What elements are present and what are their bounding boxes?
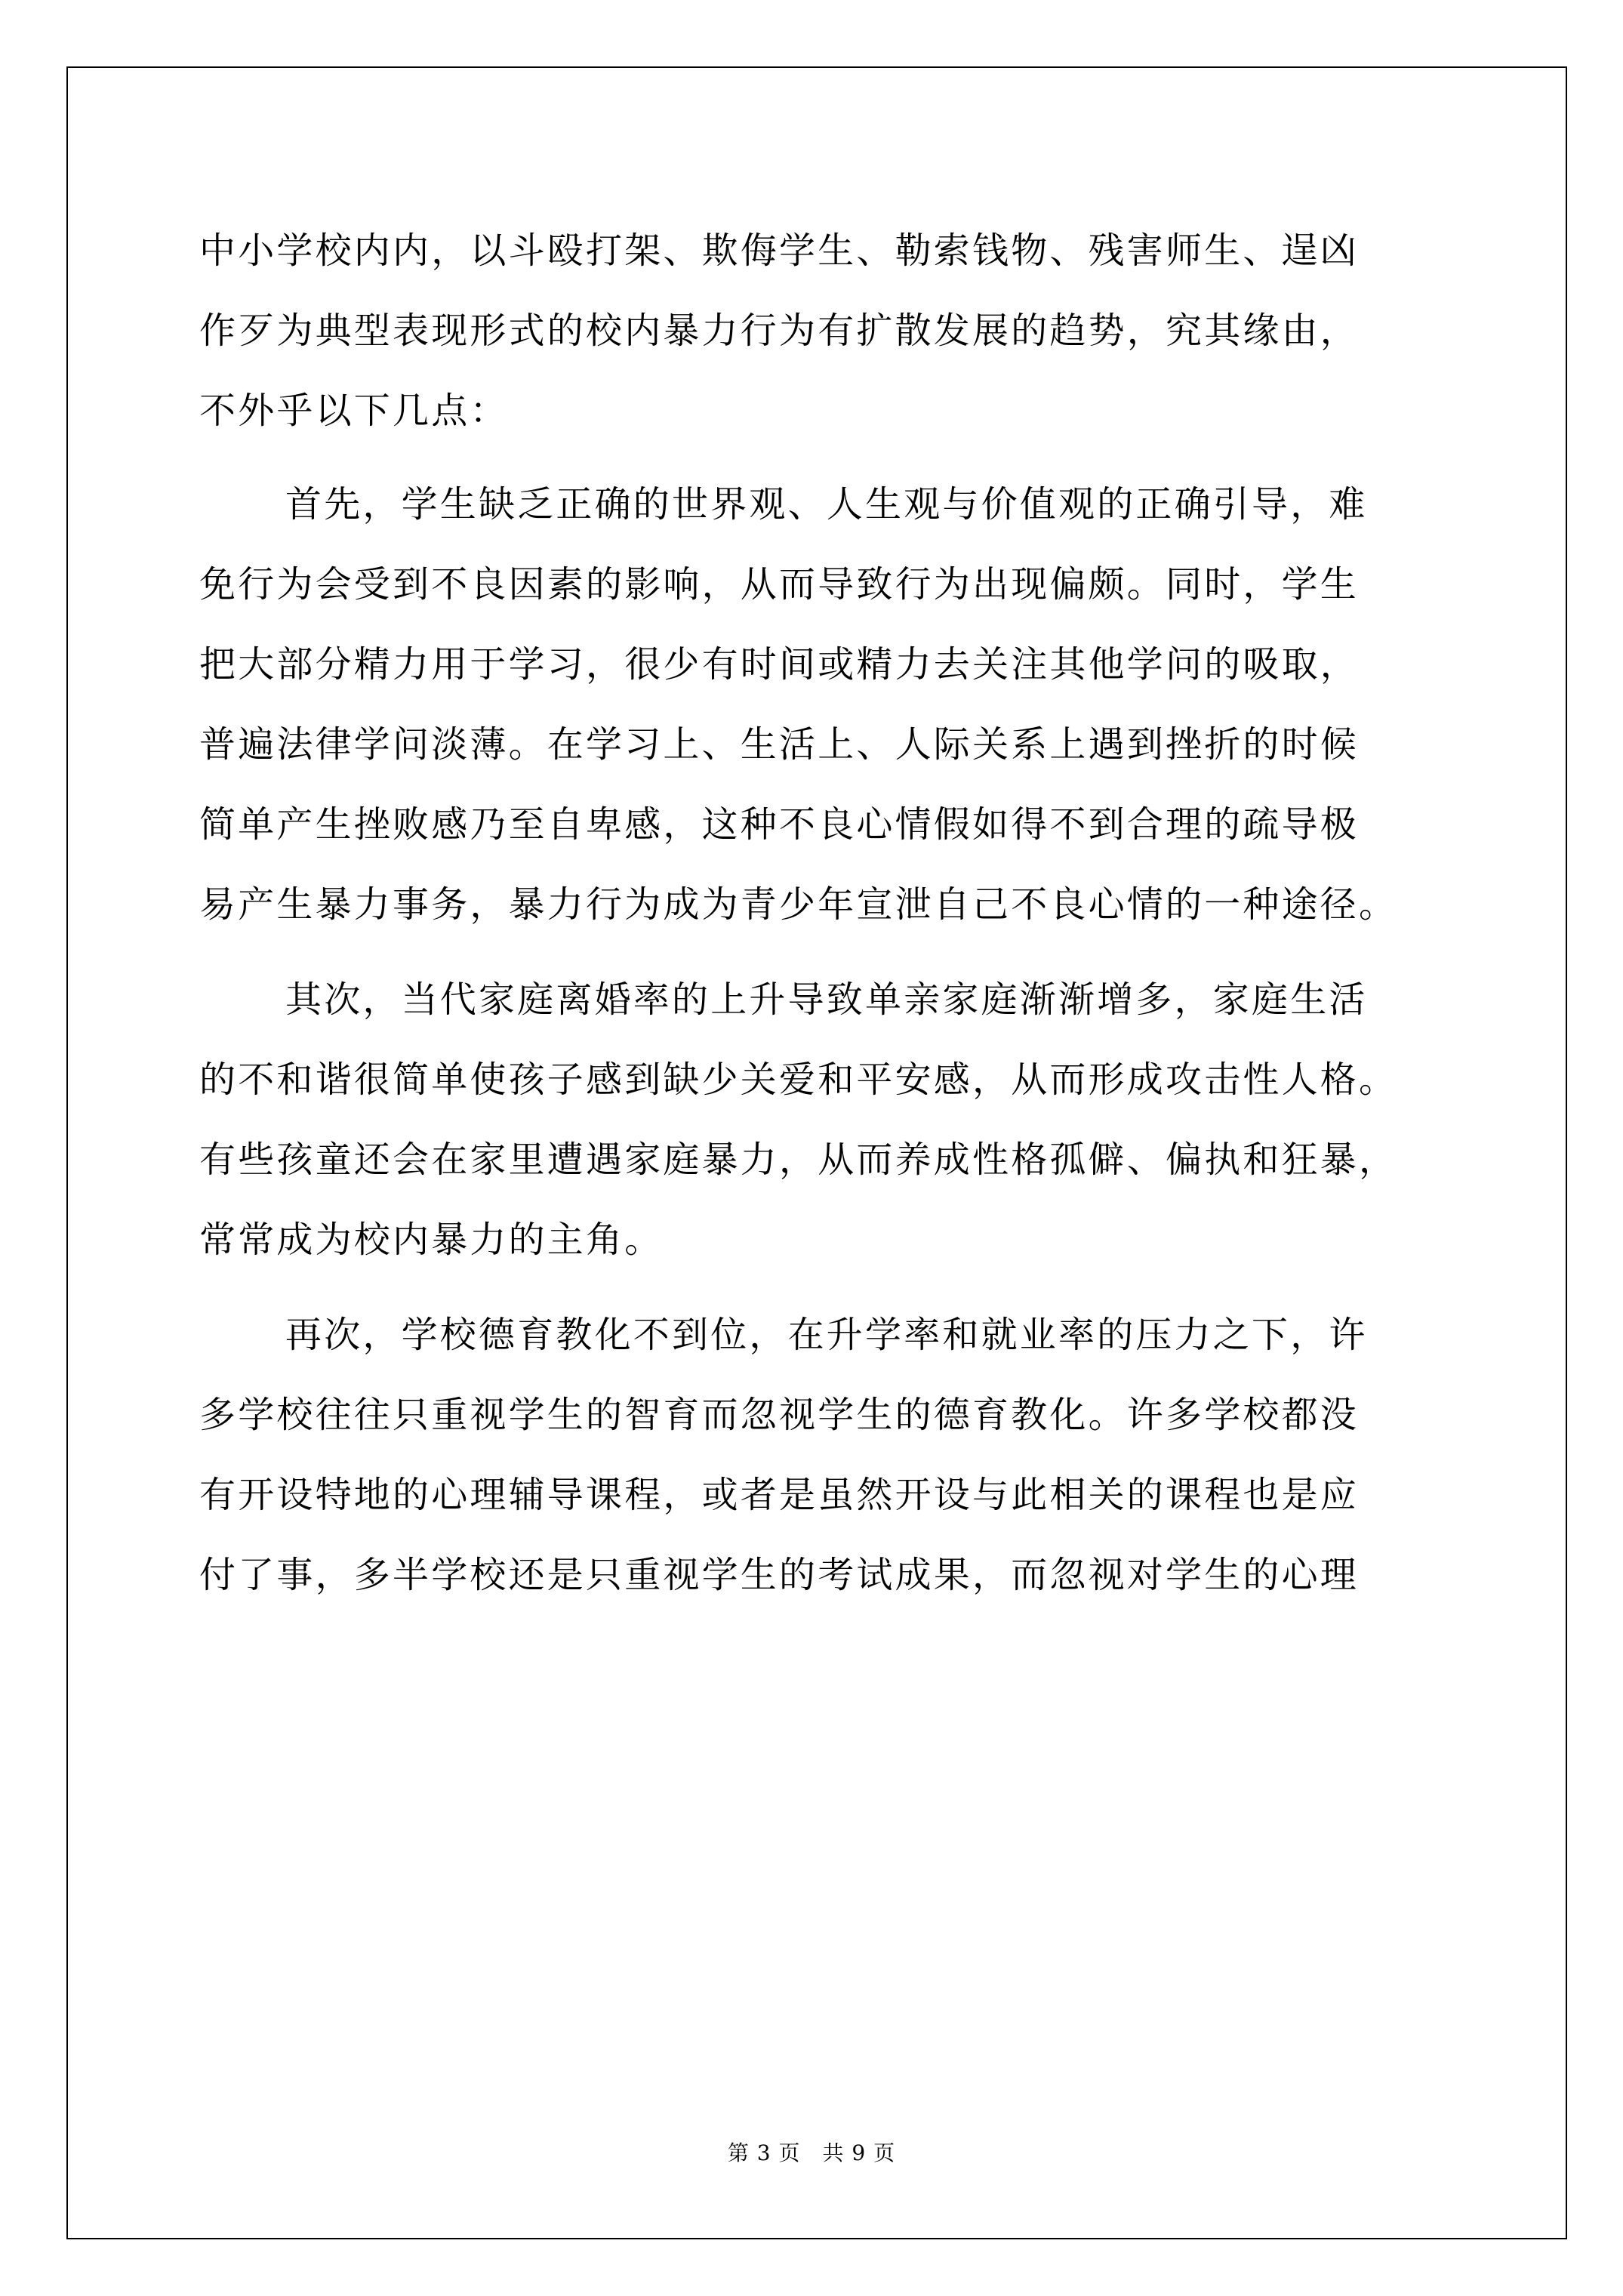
page-number: 第 3 页 共 9 页 [727, 2140, 896, 2165]
text-line: 普遍法律学问淡薄。在学习上、生活上、人际关系上遇到挫折的时候 [199, 723, 1360, 766]
text-line: 易产生暴力事务，暴力行为成为青少年宣泄自己不良心情的一种途径。 [199, 883, 1398, 926]
text-line: 其次，当代家庭离婚率的上升导致单亲家庭渐渐增多，家庭生活 [285, 978, 1368, 1021]
text-line: 简单产生挫败感乃至自卑感，这种不良心情假如得不到合理的疏导极 [199, 803, 1360, 846]
text-line: 的不和谐很简单使孩子感到缺少关爱和平安感，从而形成攻击性人格。 [199, 1059, 1398, 1101]
text-line: 有些孩童还会在家里遭遇家庭暴力，从而养成性格孤僻、偏执和狂暴， [199, 1139, 1398, 1181]
text-line: 把大部分精力用于学习，很少有时间或精力去关注其他学问的吸取， [199, 643, 1360, 686]
text-line: 中小学校内内，以斗殴打架、欺侮学生、勒索钱物、残害师生、逞凶 [199, 230, 1360, 272]
text-line: 再次，学校德育教化不到位，在升学率和就业率的压力之下，许 [285, 1314, 1368, 1356]
text-line: 作歹为典型表现形式的校内暴力行为有扩散发展的趋势，究其缘由， [199, 310, 1360, 352]
text-line: 多学校往往只重视学生的智育而忽视学生的德育教化。许多学校都没 [199, 1394, 1360, 1436]
text-line: 首先，学生缺乏正确的世界观、人生观与价值观的正确引导，难 [285, 483, 1368, 525]
text-line: 有开设特地的心理辅导课程，或者是虽然开设与此相关的课程也是应 [199, 1474, 1360, 1516]
text-line: 免行为会受到不良因素的影响，从而导致行为出现偏颇。同时，学生 [199, 563, 1360, 606]
text-line: 不外乎以下几点： [199, 390, 509, 432]
text-line: 付了事，多半学校还是只重视学生的考试成果，而忽视对学生的心理 [199, 1554, 1360, 1596]
text-line: 常常成为校内暴力的主角。 [199, 1219, 664, 1261]
